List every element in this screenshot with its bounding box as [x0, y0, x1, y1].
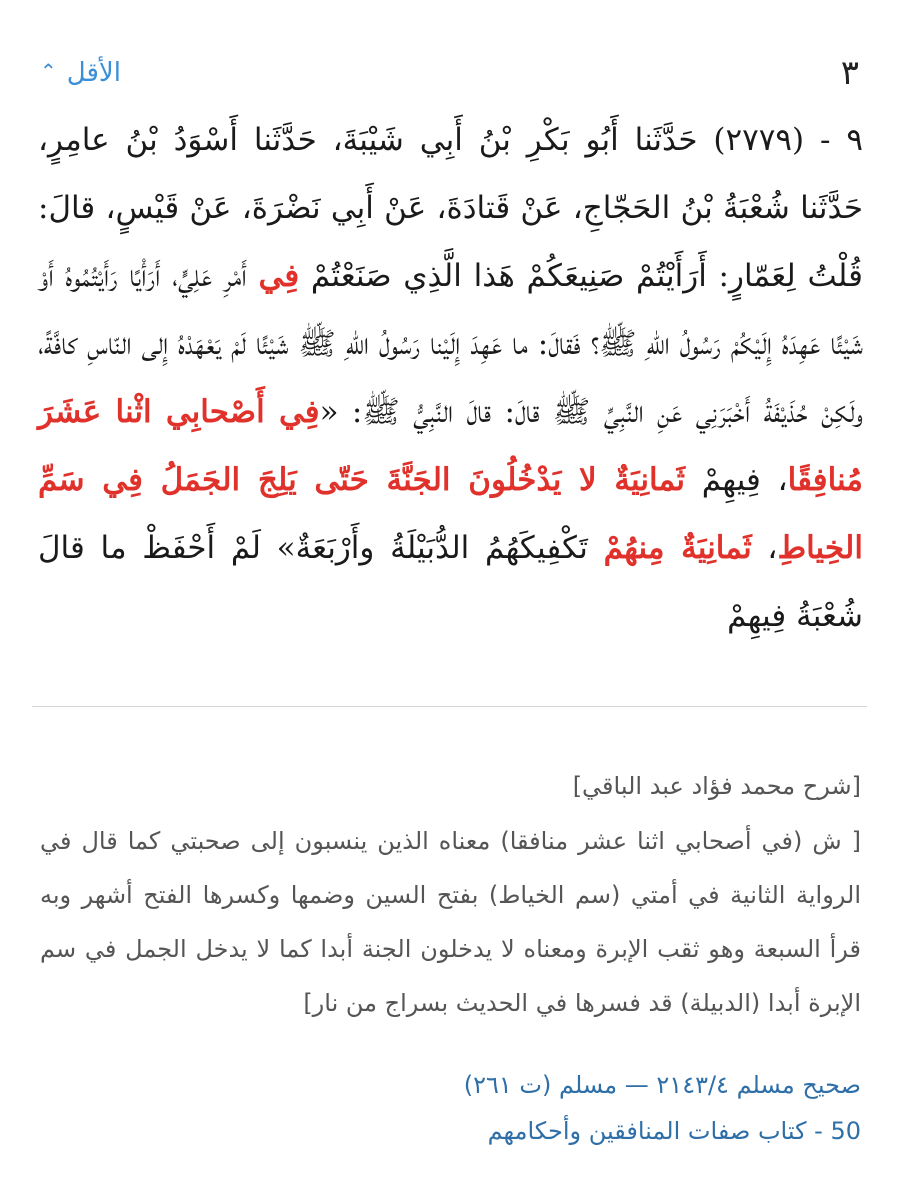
- section-divider: [32, 706, 867, 707]
- hadith-text-segment: تَكْفِيكَهُمُ الدُّبَيْلَةُ وأَرْبَعَةٌ» لَمْ أَحْفَظْ ما قالَ شُعْبَةُ فِيهِمْ: [38, 530, 863, 634]
- chevron-up-icon: ⌃: [40, 59, 57, 83]
- hadith-text-segment: ٩ - (٢٧٧٩) حَدَّثَنا أَبُو بَكْرِ بْنُ أَبِي شَيْبَةَ، حَدَّثَنا أَسْوَدُ بْنُ عامِرٍ، حَدَّثَنا شُعْبَةُ بْنُ الحَجّاجِ، عَنْ قَتادَةَ، عَنْ أَبِي نَضْرَةَ، عَنْ قَيْسٍ، قالَ: قُلْتُ لِعَمّارٍ: أَرَأَيْتُمْ صَنِيعَكُمْ هَذا الَّذِي صَنَعْتُمْ: [38, 122, 863, 294]
- commentary-title: [شرح محمد فؤاد عبد الباقي]: [572, 772, 861, 800]
- hadith-text: [38, 106, 863, 650]
- hadith-highlight: فِي أَصْحابِي اثْنا عَشَرَ مُنافِقًا: [38, 394, 863, 498]
- commentary-section: [40, 762, 861, 1030]
- hadith-text-segment: ، فِيهِمْ: [701, 462, 788, 498]
- hadith-text-segment: أَمْرِ عَلِيٍّ، أَرَأْيًا رَأَيْتُمُوهُ أَوْ شَيْئًا عَهِدَهُ إِلَيْكُمْ رَسُولُ اللهِ ﷺ؟ فَقالَ: ما عَهِدَ إِلَيْنا رَسُولُ اللهِ ﷺ شَيْئًا لَمْ يَعْهَدْهُ إِلى النّاسِ كافَّةً، ولَكِنْ حُذَيْفَةُ أَخْبَرَنِي عَنِ النَّبِيِّ ﷺ قالَ: قالَ النَّبِيُّ ﷺ: «: [38, 258, 863, 430]
- hadith-highlight: ثَمانِيَةٌ لا يَدْخُلُونَ الجَنَّةَ حَتّى يَلِجَ الجَمَلُ فِي سَمِّ الخِياطِ: [38, 462, 863, 566]
- hadith-highlight: ثَمانِيَةٌ مِنهُمْ: [603, 530, 752, 566]
- commentary-body: [ ش (في أصحابي اثنا عشر منافقا) معناه الذين ينسبون إلى صحبتي كما قال في الرواية الثانية في أمتي (سم الخياط) بفتح السين وضمها وكسرها الفتح أشهر وبه قرأ السبعة وهو ثقب الإبرة ومعناه لا يدخلون الجنة أبدا كما لا يدخل الجمل في سم الإبرة أبدا (الدبيلة) قد فسرها في الحديث بسراج من نار]: [40, 827, 861, 1017]
- hadith-highlight: فِي: [258, 258, 300, 294]
- show-less-button[interactable]: [40, 58, 121, 88]
- top-bar: [40, 48, 859, 98]
- page-number: ٣: [840, 53, 859, 93]
- hadith-text-segment: ،: [767, 530, 778, 566]
- references: [40, 1062, 861, 1154]
- show-less-label: الأقل: [66, 58, 121, 88]
- source-reference-link[interactable]: صحيح مسلم ٢١٤٣/٤ — مسلم (ت ٢٦١): [463, 1071, 861, 1099]
- book-chapter-link[interactable]: 50 - كتاب صفات المنافقين وأحكامهم: [487, 1117, 861, 1145]
